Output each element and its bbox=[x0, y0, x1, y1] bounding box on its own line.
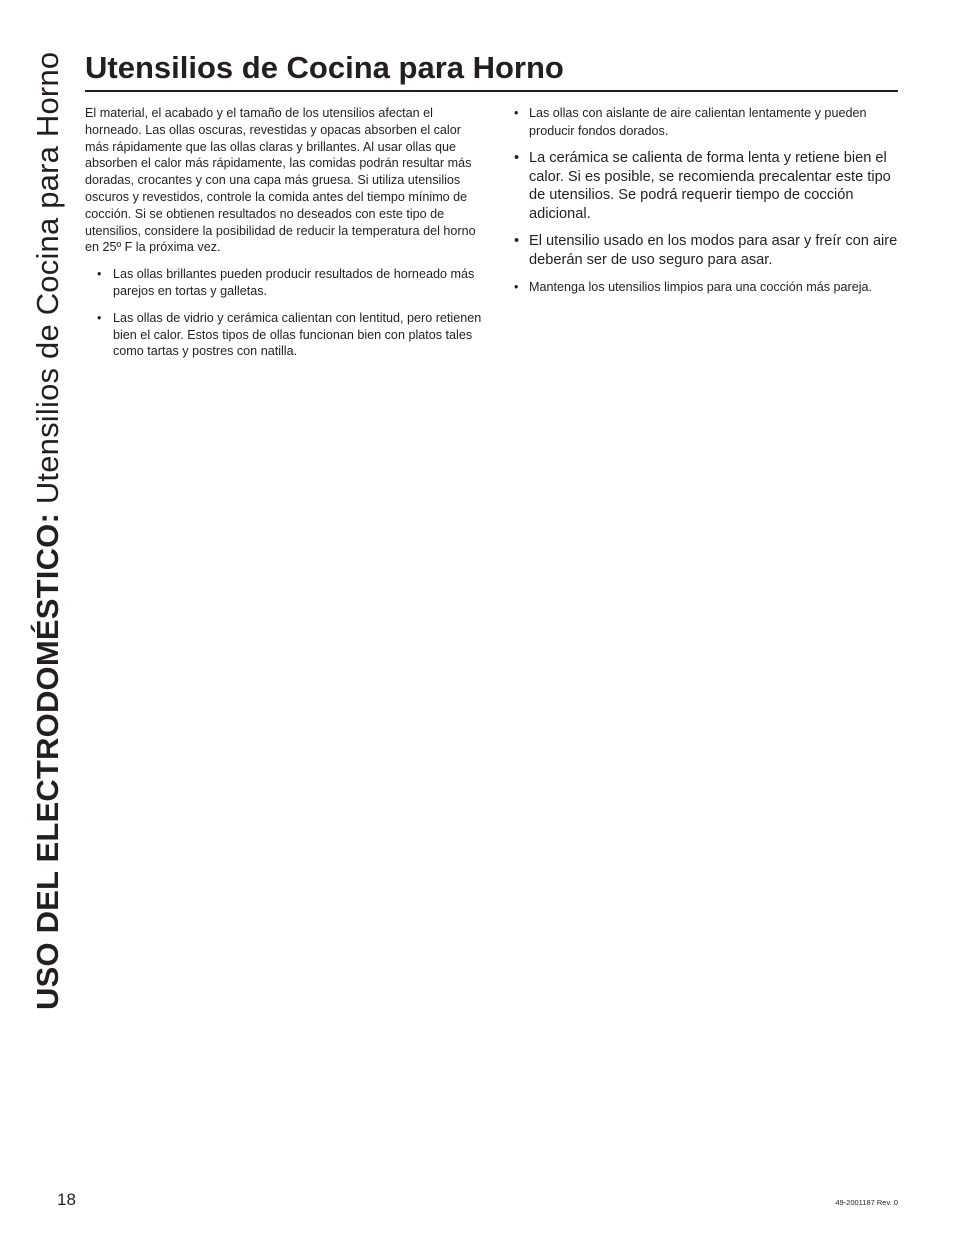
list-item bbox=[514, 232, 902, 269]
list-item-text: Las ollas con aislante de aire calientan lentamente y pueden producir fondos dorados. bbox=[529, 106, 867, 138]
bullet-icon: • bbox=[97, 310, 102, 325]
list-item bbox=[85, 310, 483, 360]
page-title: Utensilios de Cocina para Horno bbox=[85, 50, 564, 85]
document-code: 49-2001187 Rev. 0 bbox=[835, 1198, 898, 1207]
list-item bbox=[85, 266, 483, 300]
left-bullet-list bbox=[85, 266, 483, 360]
list-item-text: Las ollas de vidrio y cerámica calientan con lentitud, pero retienen bien el calor. Estos tipos de ollas funcionan bien con platos tales como tartas y postres con natilla. bbox=[113, 310, 482, 359]
title-divider bbox=[85, 90, 898, 92]
bullet-icon: • bbox=[514, 106, 519, 120]
side-heading-bold: USO DEL ELECTRODOMÉSTICO: bbox=[30, 512, 65, 1010]
list-item bbox=[514, 279, 902, 297]
list-item bbox=[514, 149, 902, 223]
page-number: 18 bbox=[57, 1190, 76, 1209]
bullet-icon: • bbox=[97, 267, 102, 282]
list-item-text: Las ollas brillantes pueden producir resultados de horneado más parejos en tortas y galletas. bbox=[113, 267, 475, 298]
list-item-text: La cerámica se calienta de forma lenta y retiene bien el calor. Si es posible, se recomienda precalentar este tipo de utensilios. Se podrá requerir tiempo de cocción adicional. bbox=[529, 150, 891, 222]
right-bullet-list bbox=[514, 105, 902, 296]
left-column bbox=[85, 105, 483, 370]
list-item-text: El utensilio usado en los modos para asar y freír con aire deberán ser de uso seguro para asar. bbox=[529, 233, 898, 268]
side-section-heading bbox=[30, 50, 66, 1010]
intro-paragraph: El material, el acabado y el tamaño de los utensilios afectan el horneado. Las ollas oscuras, revestidas y opacas absorben el calor más rápidamente que las ollas claras y brillantes. Al usar ollas que absorben el calor más rápidamente, las comidas podrán resultar más doradas, crocantes y con una capa más gruesa. Si utiliza utensilios oscuros y revestidos, controle la comida antes del tiempo mínimo de cocción. Si se obtienen resultados no deseados con este tipo de utensilios, considere la posibilidad de reducir la temperatura del horno en 25º F la próxima vez. bbox=[85, 106, 476, 255]
list-item-text: Mantenga los utensilios limpios para una cocción más pareja. bbox=[529, 279, 873, 294]
list-item bbox=[514, 105, 902, 140]
bullet-icon: • bbox=[514, 233, 520, 250]
side-heading-light: Utensilios de Cocina para Horno bbox=[30, 51, 65, 513]
bullet-icon: • bbox=[514, 279, 519, 294]
bullet-icon: • bbox=[514, 150, 520, 166]
right-column bbox=[514, 105, 902, 305]
